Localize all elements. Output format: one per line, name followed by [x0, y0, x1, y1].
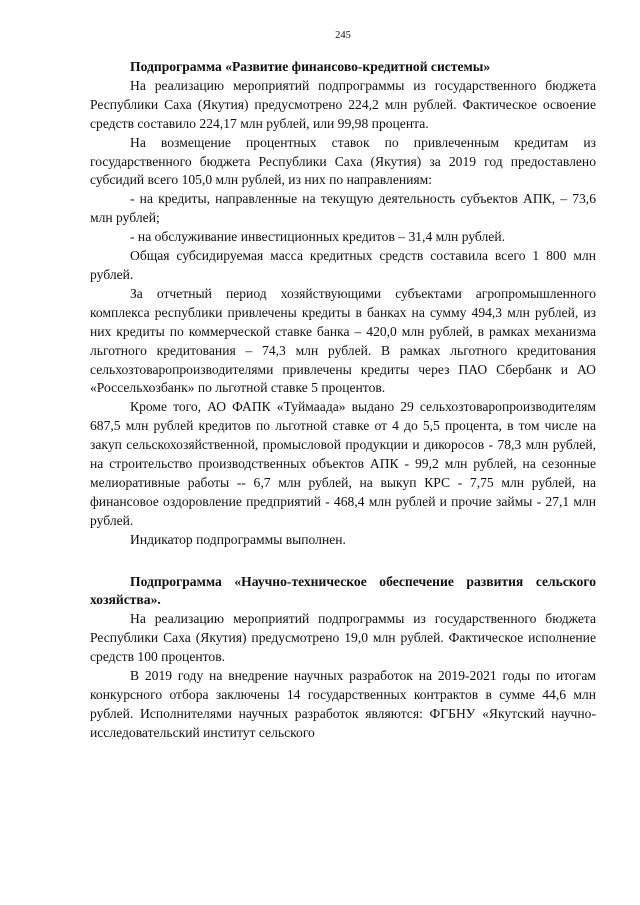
paragraph: Общая субсидируемая масса кредитных средств составила всего 1 800 млн рублей. — [90, 248, 596, 282]
list-item: - на обслуживание инвестиционных кредитов – 31,4 млн рублей. — [130, 229, 506, 245]
list-item: - на кредиты, направленные на текущую деятельность субъектов АПК, – 73,6 млн рублей; — [90, 191, 596, 226]
section-heading-science-tech: Подпрограмма «Научно-техническое обеспечение развития сельского хозяйства». — [90, 573, 596, 608]
paragraph: Индикатор подпрограммы выполнен. — [130, 531, 346, 547]
paragraph: В 2019 году на внедрение научных разработок на 2019-2021 годы по итогам конкурсного отбора заключены 14 государственных контрактов в сумме 44,6 млн рублей. Исполнителями научных разработок являются: ФГБНУ «Якутский научно-исследовательский институт сельского — [90, 668, 596, 740]
paragraph: На реализацию мероприятий подпрограммы из государственного бюджета Республики Саха (Якутия) предусмотрено 19,0 млн рублей. Фактическое исполнение средств 100 процентов. — [90, 611, 596, 665]
paragraph: На реализацию мероприятий подпрограммы из государственного бюджета Республики Саха (Якутия) предусмотрено 224,2 млн рублей. Фактическое освоение средств составило 224,17 млн рублей, или 99,98 процента. — [90, 77, 596, 131]
paragraph: За отчетный период хозяйствующими субъектами агропромышленного комплекса республики привлечены кредиты в банках на сумму 494,3 млн рублей, из них кредиты по коммерческой ставке банка – 420,0 млн рублей, в рамках механизма льготного кредитования – 74,3 млн рублей. В рамках льготного кредитования сельхозтоваропроизводителями привлечены кредиты через ПАО Сбербанк и АО «Россельхозбанк» по льготной ставке 5 процентов. — [90, 285, 596, 396]
section-heading-finance-credit: Подпрограмма «Развитие финансово-кредитной системы» — [130, 59, 491, 74]
paragraph: Кроме того, АО ФАПК «Туймаада» выдано 29 сельхозтоваропроизводителям 687,5 млн рублей кредитов по льготной ставке от 4 до 5,5 процента, в том числе на закуп сельскохозяйственной, промысловой продукции и дикоросов - 78,3 млн рублей, на строительство производственных объектов АПК - 99,2 млн рублей, на сезонные мелиоративные работы -- 6,7 млн рублей, на выкуп КРС - 7,75 млн рублей, на финансовое оздоровление предприятий - 468,4 млн рублей и прочие займы - 27,1 млн рублей. — [90, 399, 596, 528]
paragraph: На возмещение процентных ставок по привлеченным кредитам из государственного бюджета Республики Саха (Якутия) за 2019 год предоставлено субсидий всего 105,0 млн рублей, из них по направлениям: — [90, 134, 596, 188]
page-number: 245 — [335, 30, 351, 41]
document-body — [90, 58, 596, 743]
document-page — [90, 0, 596, 905]
section-spacer — [90, 550, 596, 573]
